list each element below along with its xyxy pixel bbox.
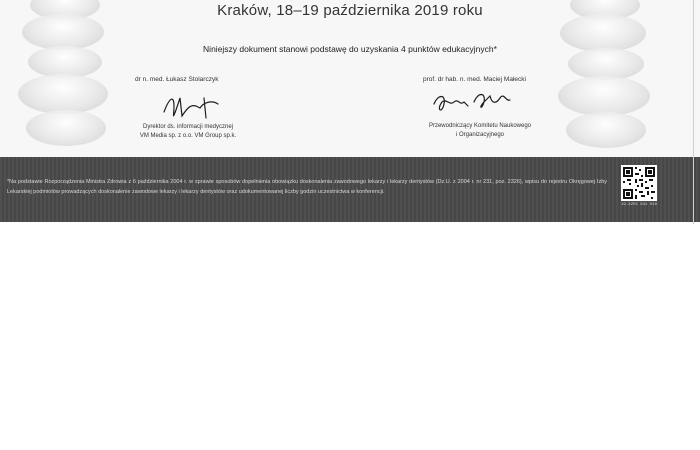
scan-edge-line [693, 0, 694, 224]
signatory-role-left-line-1: Dyrektor ds. informacji medycznej [142, 124, 234, 130]
signature-right [430, 88, 520, 123]
signatory-role-right-line-2: i Organizacyjnego [455, 131, 505, 138]
signatory-name-left: dr n. med. Łukasz Stolarczyk [135, 76, 219, 83]
qr-code-icon [621, 165, 657, 201]
qr-code-number: 19-3255 831 016 [620, 203, 657, 207]
signature-left [160, 92, 230, 127]
legal-footnote: *Na podstawie Rozporządzenia Ministra Zdrowia z 6 października 2004 r. w sprawie sposobów dopełnienia obowiązku doskonalenia zawodowego lekarzy i lekarzy dentystów (Dz.U. z 2004 r. nr 231, poz. 2326), wpisu do rejestru Okręgowej Izby Lekarskiej podmiotów prowadzących doskonalenie zawodowe lekarzy i lekarzy dentystów oraz udokumentowanej liczby godzin uczestnictwa w konferencji. [7, 179, 607, 195]
certificate-page [0, 0, 700, 222]
signatory-role-right-line-1: Przewodniczący Komitetu Naukowego [428, 123, 532, 129]
signatory-role-left-line-2: VM Media sp. z o.o. VM Group sp.k. [139, 132, 237, 139]
education-points-statement: Niniejszy dokument stanowi podstawę do uzyskania 4 punktów edukacyjnych* [203, 44, 497, 54]
signatory-name-right: prof. dr hab. n. med. Maciej Małecki [423, 76, 526, 83]
signatory-role-left [118, 123, 258, 140]
footer-band [0, 157, 700, 222]
signatory-role-right [405, 122, 555, 139]
event-date-location: Kraków, 18–19 października 2019 roku [217, 2, 483, 19]
